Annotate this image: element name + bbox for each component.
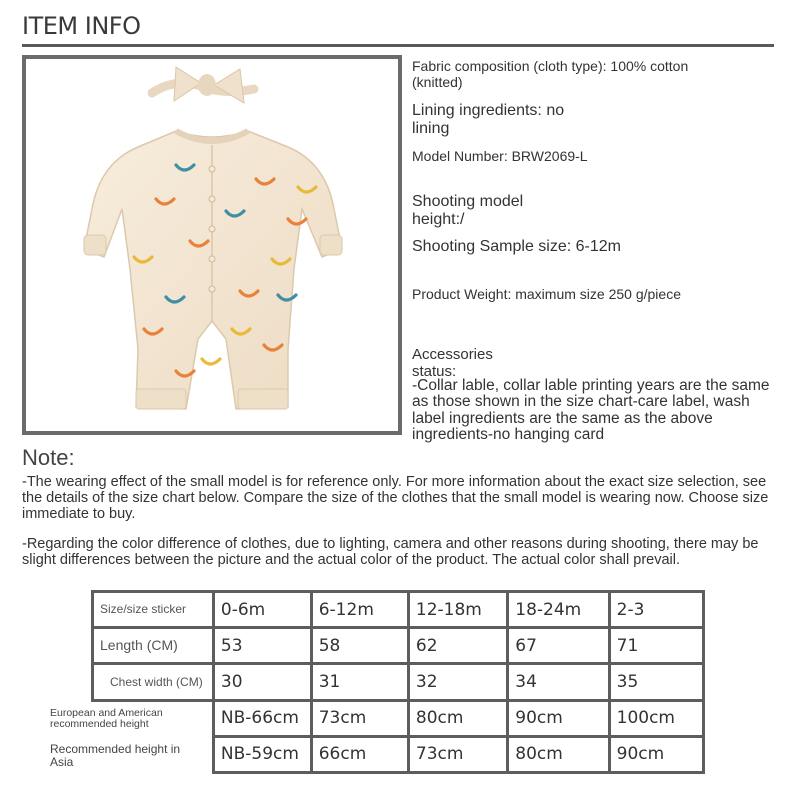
spec-model-number: Model Number: BRW2069-L [412,148,588,164]
spec-sample-size: Shooting Sample size: 6-12m [412,238,621,255]
romper-illustration [26,59,398,431]
size-cell: 2-3 [609,592,703,628]
table-header-row [93,592,704,628]
note-paragraph-1: -The wearing effect of the small model is for reference only. For more information about the exact size selection, see the details of the size chart below. Compare the size of the clothes that the small model is wearing now. Choose size immediate to buy. [22,474,769,523]
table-cell: NB-66cm [213,700,311,736]
table-cell: 62 [408,628,507,664]
table-cell: 53 [213,628,311,664]
table-row [93,664,704,700]
spec-weight: Product Weight: maximum size 250 g/piece [412,286,681,302]
table-cell: 71 [609,628,703,664]
table-cell: 35 [609,664,703,700]
table-cell: 80cm [408,700,507,736]
table-cell: 73cm [408,736,507,772]
size-header-label: Size/size sticker [93,592,214,628]
romper [84,131,342,409]
table-cell: 80cm [508,736,609,772]
row-label-asia-height: Recommended height in Asia [50,742,181,769]
table-cell: 90cm [609,736,703,772]
table-cell: 58 [311,628,408,664]
table-cell: 34 [508,664,609,700]
size-cell: 6-12m [311,592,408,628]
row-label: Length (CM) [93,628,214,664]
table-cell: 32 [408,664,507,700]
table-cell: 90cm [508,700,609,736]
spec-fabric: Fabric composition (cloth type): 100% cotton (knitted) [412,58,689,91]
table-cell: 100cm [609,700,703,736]
row-label-eu-height: European and American recommended height [50,707,163,731]
note-paragraph-2: -Regarding the color difference of clothes, due to lighting, camera and other reasons during shooting, there may be slight differences between the picture and the actual color of the product. The actual color shall prevail. [22,536,759,569]
product-image [22,55,402,435]
size-cell: 18-24m [508,592,609,628]
spec-accessories-label: Accessories status: [412,346,493,381]
spec-accessories-text: -Collar lable, collar lable printing years are the same as those shown in the size chart-care label, wash label ingredients are the same as the above ingredients-no hanging card [412,377,770,443]
spec-lining: Lining ingredients: no lining [412,102,565,138]
note-heading: Note: [22,445,75,470]
table-cell: 66cm [311,736,408,772]
title-divider [22,44,774,47]
table-cell: 67 [508,628,609,664]
table-cell: 31 [311,664,408,700]
size-cell: 0-6m [213,592,311,628]
headband-bow [152,67,254,103]
table-row [93,628,704,664]
row-label: Chest width (CM) [93,664,214,700]
size-cell: 12-18m [408,592,507,628]
table-cell: 73cm [311,700,408,736]
table-cell: 30 [213,664,311,700]
table-cell: NB-59cm [213,736,311,772]
spec-model-height: Shooting model height:/ [412,193,524,229]
page-title: ITEM INFO [22,12,141,40]
